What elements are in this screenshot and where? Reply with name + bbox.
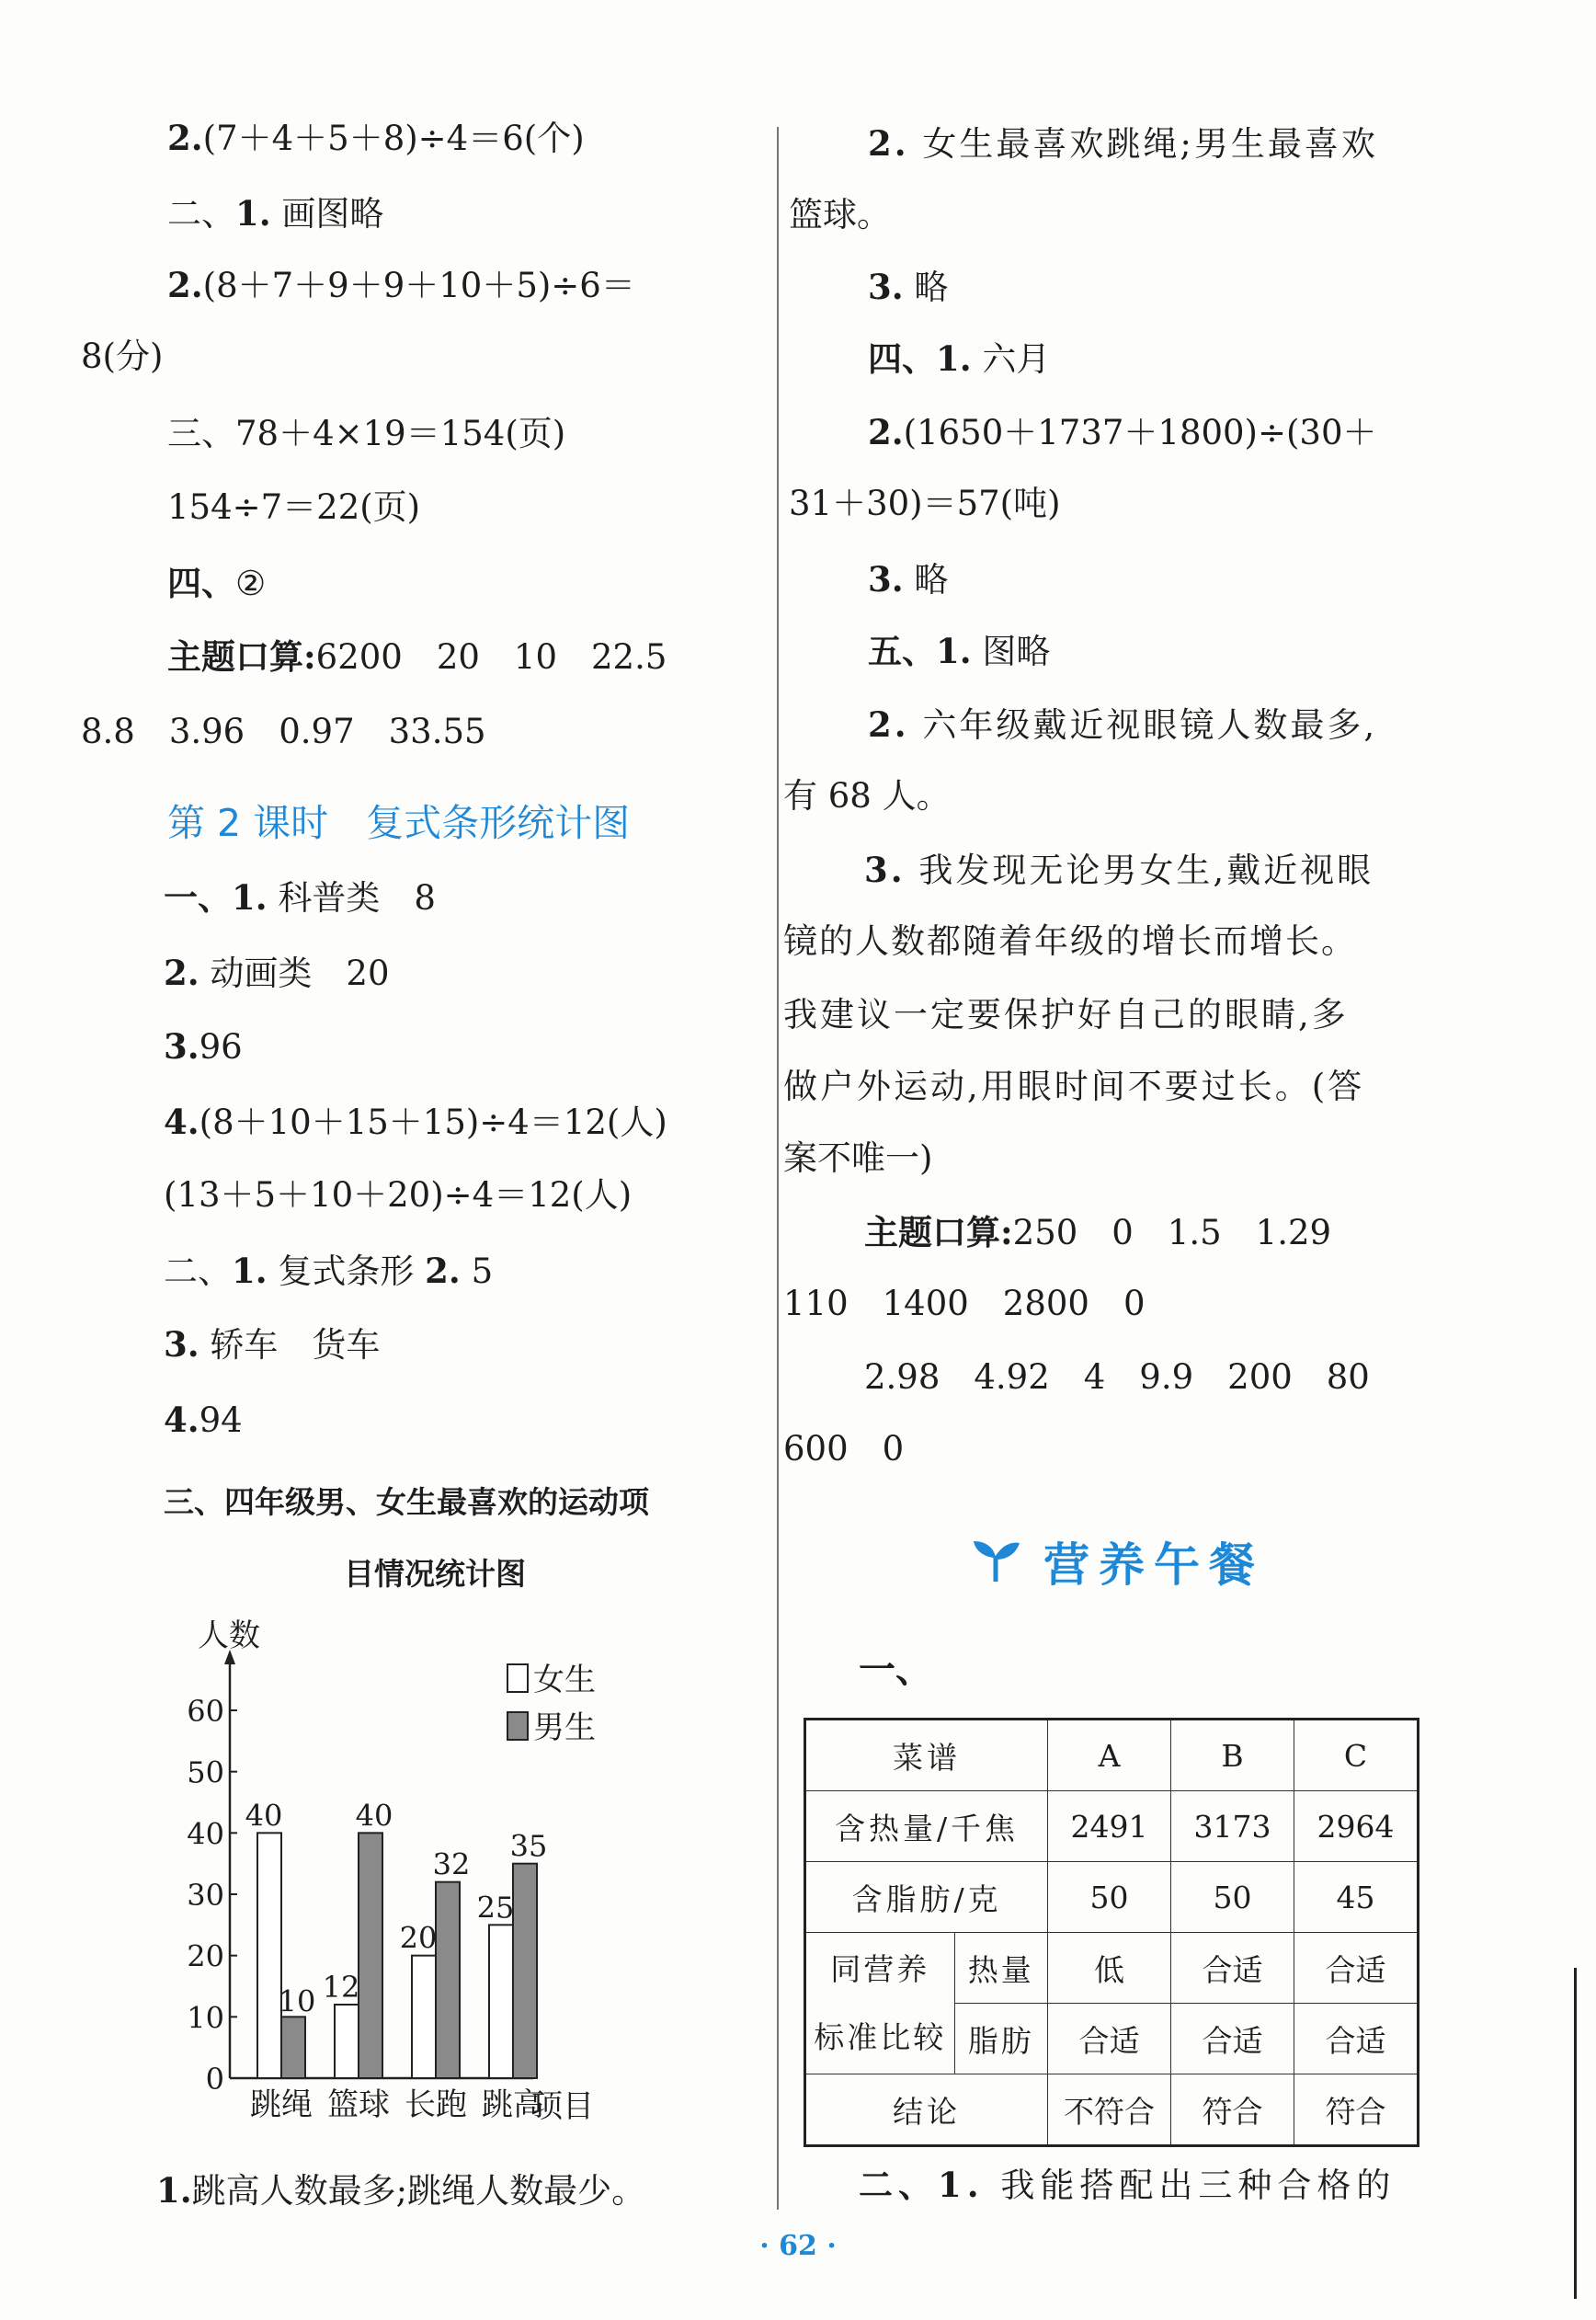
answer-line: 3. 轿车 货车	[164, 1324, 381, 1365]
answer-line: 2. 六年级戴近视眼镜人数最多,	[868, 704, 1378, 745]
answer-line: 3.96	[164, 1026, 243, 1067]
data-label: 40	[355, 1798, 393, 1834]
bar	[489, 1925, 513, 2078]
answer-line: 3. 略	[868, 559, 949, 600]
table-cell: 50	[1048, 1862, 1171, 1933]
answer-line: 篮球。	[789, 195, 891, 234]
chart-title-line-2: 目情况统计图	[344, 1556, 526, 1592]
answer-line: 2.(8＋7＋9＋9＋10＋5)÷6＝	[167, 265, 635, 305]
answer-line: 31＋30)＝57(吨)	[789, 484, 1061, 523]
table-cell: B	[1171, 1720, 1294, 1791]
table-cell: 菜谱	[805, 1720, 1048, 1791]
y-tick-label: 50	[187, 1754, 224, 1790]
answer-line: 一、1. 科普类 8	[164, 877, 436, 918]
column-divider	[777, 127, 779, 2210]
table-cell: 2964	[1294, 1791, 1419, 1862]
table-cell: 3173	[1171, 1791, 1294, 1862]
y-tick-label: 0	[205, 2062, 224, 2097]
legend-label: 男生	[533, 1709, 596, 1746]
compare-label-1: 同营养	[830, 1950, 930, 1987]
part-marker: 一、	[859, 1648, 932, 1691]
bar	[281, 2017, 305, 2078]
answer-line: 二、1. 复式条形 2. 5	[164, 1251, 494, 1291]
data-label: 40	[245, 1798, 283, 1834]
mental-math-line: 8.8 3.96 0.97 33.55	[81, 712, 486, 751]
answer-line: 4.(8＋10＋15＋15)÷4＝12(人)	[164, 1102, 667, 1142]
answer-line: 8(分)	[81, 337, 164, 376]
answer-line: 我建议一定要保护好自己的眼睛,多	[783, 995, 1349, 1034]
table-cell: C	[1294, 1720, 1419, 1791]
data-label: 25	[476, 1890, 515, 1926]
y-tick-label: 20	[187, 1938, 224, 1974]
mental-math-line: 主题口算:6200 20 10 22.5	[167, 636, 667, 677]
table-row	[805, 1862, 1419, 1933]
table-cell: 不符合	[1048, 2074, 1171, 2146]
x-tick-label: 篮球	[327, 2086, 390, 2123]
y-tick-label: 40	[187, 1816, 224, 1852]
mental-math-line: 2.98 4.92 4 9.9 200 80	[864, 1357, 1370, 1397]
nutrition-heading: 营养午餐	[1043, 1537, 1264, 1592]
table-cell	[805, 1933, 955, 2074]
table-cell: 含脂肪/克	[805, 1862, 1048, 1933]
x-axis-label: 项目	[531, 2088, 594, 2125]
table-cell: 合适	[1171, 2004, 1294, 2074]
table-cell: 合适	[1294, 2004, 1419, 2074]
bar	[436, 1882, 460, 2078]
answer-line: 2.(1650＋1737＋1800)÷(30＋	[868, 412, 1377, 452]
answer-line: 镜的人数都随着年级的增长而增长。	[783, 921, 1357, 961]
answer-line: 四、1. 六月	[868, 338, 1051, 379]
table-cell: 合适	[1294, 1933, 1419, 2004]
mental-math-line: 110 1400 2800 0	[783, 1284, 1146, 1323]
table-cell: 结论	[805, 2074, 1048, 2146]
y-tick-label: 30	[187, 1878, 224, 1913]
answer-line: 3. 略	[868, 267, 949, 307]
chart-title-line-1: 三、四年级男、女生最喜欢的运动项	[164, 1484, 649, 1520]
y-tick-label: 60	[187, 1694, 224, 1729]
compare-label-2: 标准比较	[814, 2018, 947, 2055]
answer-line: 154÷7＝22(页)	[167, 487, 421, 527]
bar	[257, 1833, 281, 2078]
table-cell: 合适	[1171, 1933, 1294, 2004]
table-cell: 2491	[1048, 1791, 1171, 1862]
bar-chart	[147, 1618, 644, 2143]
data-label: 10	[278, 1983, 316, 2019]
bar	[412, 1956, 436, 2078]
table-cell: 45	[1294, 1862, 1419, 1933]
answer-line: 1.跳高人数最多;跳绳人数最少。	[156, 2170, 646, 2211]
data-label: 32	[432, 1846, 471, 1882]
answer-line: 2. 女生最喜欢跳绳;男生最喜欢	[868, 123, 1378, 164]
answer-line: 四、②	[167, 563, 267, 603]
mental-math-line: 600 0	[783, 1429, 905, 1469]
x-tick-label: 跳绳	[250, 2086, 313, 2123]
data-label: 20	[399, 1920, 438, 1956]
answer-line: (13＋5＋10＋20)÷4＝12(人)	[164, 1175, 633, 1215]
answer-line: 3. 我发现无论男女生,戴近视眼	[864, 850, 1374, 890]
table-cell: 合适	[1048, 2004, 1171, 2074]
bar	[359, 1833, 382, 2078]
answer-line: 2.(7＋4＋5＋8)÷4＝6(个)	[167, 118, 585, 158]
y-tick-label: 10	[187, 2000, 224, 2036]
menu-table	[804, 1718, 1419, 2147]
x-tick-label: 长跑	[405, 2086, 467, 2123]
table-cell: A	[1048, 1720, 1171, 1791]
answer-line: 2. 动画类 20	[164, 953, 390, 993]
answer-line: 二、1. 画图略	[167, 193, 384, 234]
answer-line: 二、1. 我能搭配出三种合格的	[859, 2165, 1396, 2205]
legend-swatch	[507, 1712, 528, 1740]
table-cell: 脂肪	[954, 2004, 1047, 2074]
table-row	[805, 1791, 1419, 1862]
x-tick-label: 跳高	[482, 2086, 544, 2123]
legend-label: 女生	[533, 1662, 596, 1698]
page-number: · 62 ·	[759, 2230, 837, 2262]
table-row	[805, 2074, 1419, 2146]
answer-line: 4.94	[164, 1400, 243, 1440]
y-axis-label: 人数	[198, 1618, 260, 1654]
answer-line: 三、78＋4×19＝154(页)	[167, 414, 566, 453]
table-cell: 符合	[1171, 2074, 1294, 2146]
bar	[513, 1864, 537, 2078]
mental-math-line: 主题口算:250 0 1.5 1.29	[864, 1212, 1332, 1252]
table-cell: 符合	[1294, 2074, 1419, 2146]
table-cell: 低	[1048, 1933, 1171, 2004]
data-label: 12	[322, 1970, 360, 2005]
answer-line: 做户外运动,用眼时间不要过长。(答	[783, 1067, 1365, 1106]
legend-swatch	[507, 1664, 528, 1692]
sprout-icon	[970, 1534, 1021, 1585]
answer-line: 案不唯一)	[783, 1138, 933, 1178]
bar	[335, 2005, 359, 2078]
table-cell: 热量	[954, 1933, 1047, 2004]
table-row	[805, 1720, 1419, 1791]
data-label: 35	[509, 1828, 548, 1864]
answer-line: 五、1. 图略	[868, 631, 1051, 671]
table-row	[805, 1933, 1419, 2004]
answer-line: 有 68 人。	[783, 776, 951, 816]
section-heading: 第 2 课时 复式条形统计图	[167, 801, 631, 845]
table-cell: 含热量/千焦	[805, 1791, 1048, 1862]
table-cell: 50	[1171, 1862, 1294, 1933]
